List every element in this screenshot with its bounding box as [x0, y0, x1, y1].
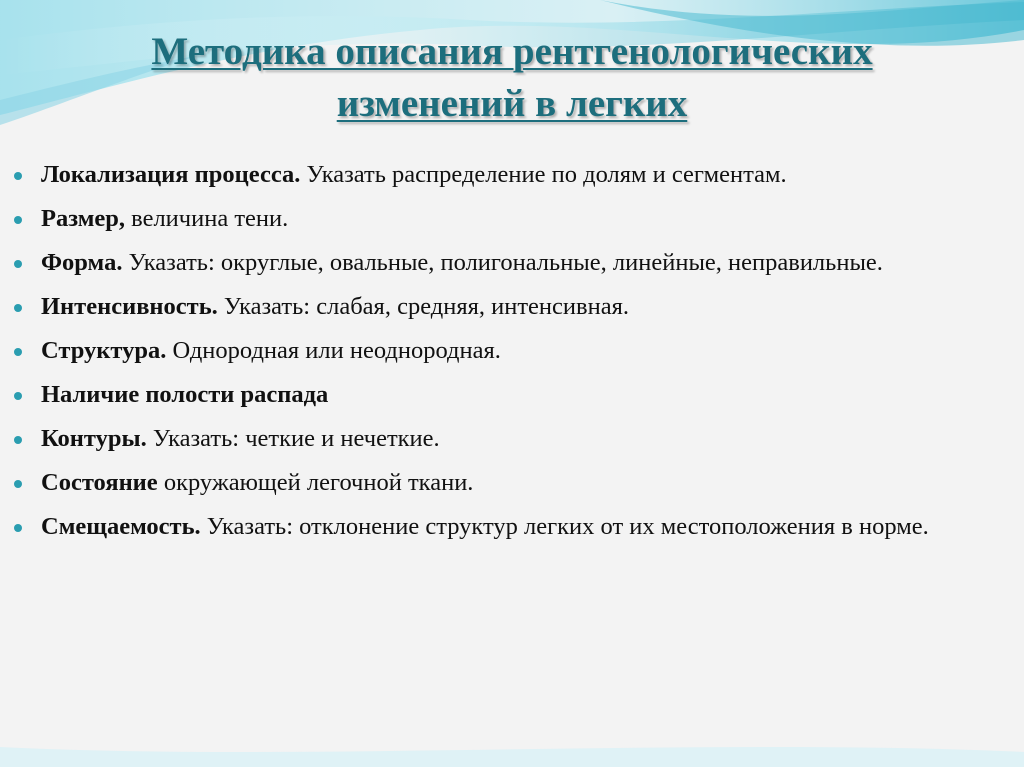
item-heading: Форма. — [41, 249, 123, 276]
item-text: Указать распределение по долям и сегментам. — [300, 161, 787, 188]
bullet-icon — [14, 480, 22, 488]
bullet-list — [14, 158, 974, 554]
list-item — [14, 290, 974, 323]
list-item — [14, 202, 974, 235]
item-heading: Структура. — [41, 337, 167, 364]
page-title — [40, 26, 984, 130]
item-heading: Контуры. — [41, 425, 147, 452]
item-text: окружающей легочной ткани. — [157, 469, 474, 496]
item-text: Указать: округлые, овальные, полигональные, линейные, неправильные. — [122, 249, 883, 276]
item-heading: Смещаемость. — [41, 513, 201, 540]
item-text: величина тени. — [125, 205, 289, 232]
list-item — [14, 378, 974, 411]
list-item — [14, 246, 974, 279]
bullet-icon — [14, 172, 22, 180]
list-item — [14, 334, 974, 367]
item-text: Указать: отклонение структур легких от их местоположения в норме. — [200, 513, 929, 540]
bottom-wave-decoration — [0, 707, 1024, 767]
item-text: Указать: слабая, средняя, интенсивная. — [217, 293, 629, 320]
item-heading: Интенсивность. — [41, 293, 218, 320]
item-heading: Состояние — [41, 469, 158, 496]
item-heading: Локализация процесса. — [41, 161, 301, 188]
bullet-icon — [14, 260, 22, 268]
list-item — [14, 422, 974, 455]
list-item — [14, 510, 974, 543]
bullet-icon — [14, 348, 22, 356]
item-text: Указать: четкие и нечеткие. — [146, 425, 440, 452]
item-heading: Размер, — [41, 205, 126, 232]
list-item — [14, 158, 974, 191]
bullet-icon — [14, 304, 22, 312]
title-line-1: Методика описания рентгенологических — [151, 30, 873, 73]
list-item — [14, 466, 974, 499]
bullet-icon — [14, 392, 22, 400]
item-text: Однородная или неоднородная. — [166, 337, 501, 364]
bullet-icon — [14, 216, 22, 224]
bullet-icon — [14, 436, 22, 444]
title-line-2: изменений в легких — [336, 82, 688, 125]
item-heading: Наличие полости распада — [41, 381, 329, 408]
bullet-icon — [14, 524, 22, 532]
